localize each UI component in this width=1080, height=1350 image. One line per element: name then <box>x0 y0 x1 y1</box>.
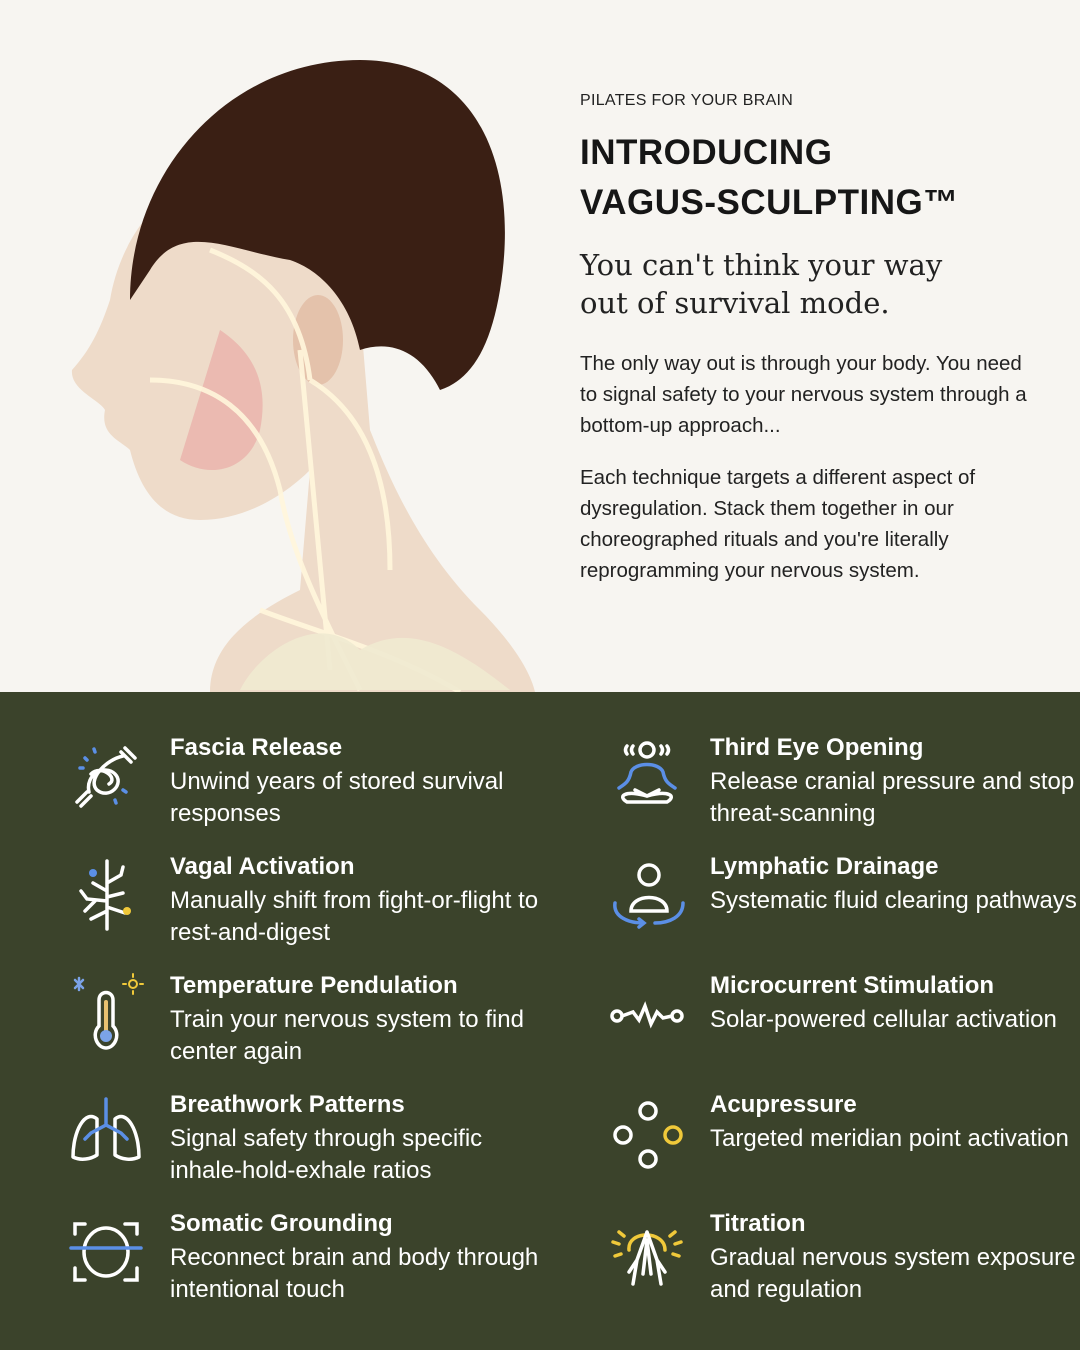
technique-fascia-release <box>65 734 535 834</box>
description-paragraph: Each technique targets a different aspect of dysregulation. Stack them together in our choreographed rituals and you're literally reprogramming your nervous system. <box>580 466 976 582</box>
pressure-points-icon <box>605 1091 685 1171</box>
face-scan-icon <box>65 1210 145 1290</box>
thermometer-icon <box>65 972 145 1052</box>
technique-description: Manually shift from fight-or-flight to rest-and-digest <box>170 887 539 946</box>
technique-temperature-pendulation <box>65 972 535 1072</box>
title-line: INTRODUCING <box>580 133 833 172</box>
technique-title: Titration <box>710 1210 806 1237</box>
technique-microcurrent-stimulation <box>605 972 1075 1072</box>
intro-paragraph: The only way out is through your body. You need to signal safety to your nervous system through a bottom-up approach... <box>580 352 1027 437</box>
nerve-branch-icon <box>65 853 145 933</box>
eyebrow: PILATES FOR YOUR BRAIN <box>580 92 794 109</box>
technique-titration <box>605 1210 1075 1310</box>
technique-title: Vagal Activation <box>170 853 355 880</box>
person-circulation-icon <box>605 853 685 933</box>
microcurrent-wave-icon <box>605 972 685 1052</box>
technique-title: Acupressure <box>710 1091 857 1118</box>
technique-description: Systematic fluid clearing pathways <box>710 887 1077 914</box>
technique-description: Targeted meridian point activation <box>710 1125 1069 1152</box>
techniques-panel <box>0 692 1080 1350</box>
subtitle <box>580 246 1040 322</box>
knot-icon <box>65 734 145 814</box>
technique-title: Somatic Grounding <box>170 1210 393 1237</box>
title-line: VAGUS-SCULPTING™ <box>580 183 959 222</box>
technique-lymphatic-drainage <box>605 853 1075 953</box>
page-title <box>580 128 959 228</box>
technique-somatic-grounding <box>65 1210 539 1310</box>
technique-title: Microcurrent Stimulation <box>710 972 995 999</box>
head-nervous-system-illustration <box>60 50 540 692</box>
technique-vagal-activation <box>65 853 539 953</box>
technique-breathwork-patterns <box>65 1091 535 1191</box>
technique-title: Lymphatic Drainage <box>710 853 939 880</box>
third-eye-icon <box>605 734 685 814</box>
subtitle-line: You can't think your way <box>580 248 943 282</box>
technique-title: Temperature Pendulation <box>170 972 458 999</box>
technique-description: Unwind years of stored survival responses <box>170 768 504 827</box>
technique-title: Fascia Release <box>170 734 343 761</box>
lungs-icon <box>65 1091 145 1171</box>
technique-title: Breathwork Patterns <box>170 1091 405 1118</box>
technique-description: Gradual nervous system exposure and regulation <box>710 1244 1076 1303</box>
technique-description: Signal safety through specific inhale-hold-exhale ratios <box>170 1125 483 1184</box>
technique-description: Release cranial pressure and stop threat-scanning <box>710 768 1075 827</box>
subtitle-line: out of survival mode. <box>580 286 890 320</box>
technique-description: Train your nervous system to find center again <box>170 1006 524 1065</box>
technique-description: Reconnect brain and body through intentional touch <box>170 1244 539 1303</box>
technique-acupressure <box>605 1091 1075 1191</box>
technique-title: Third Eye Opening <box>710 734 924 761</box>
praying-hands-icon <box>605 1210 685 1290</box>
technique-third-eye-opening <box>605 734 1075 834</box>
technique-description: Solar-powered cellular activation <box>710 1006 1057 1033</box>
